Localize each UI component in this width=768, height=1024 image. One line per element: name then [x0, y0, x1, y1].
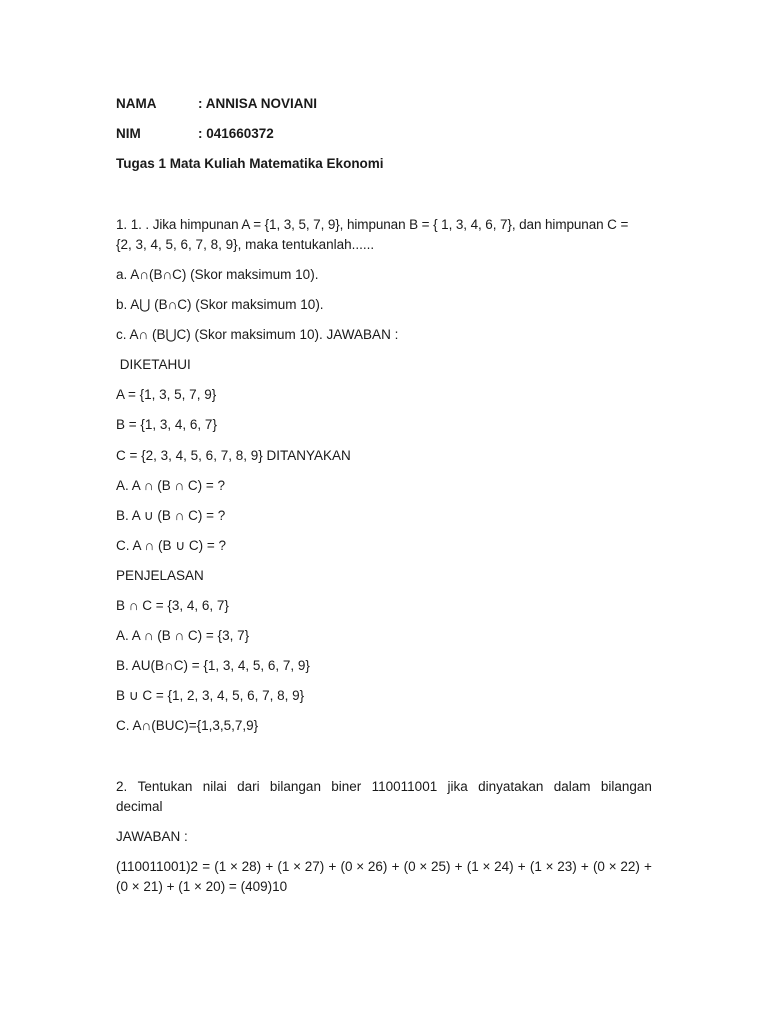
work-token: +	[517, 859, 526, 874]
q2-word: dalam	[553, 779, 591, 794]
q2-word: bilangan	[269, 779, 321, 794]
name-row	[116, 94, 652, 114]
q1-prompt-line1: 1. 1. . Jika himpunan A = {1, 3, 5, 7, 9}, himpunan B = { 1, 3, 4, 6, 7}, dan himpunan C =	[116, 217, 629, 232]
work-token: (1 × 28)	[214, 859, 262, 874]
work-token: (1 × 23)	[529, 859, 577, 874]
q2-word: 110011001	[371, 779, 438, 794]
q2-word: biner	[331, 779, 362, 794]
work-token: =	[202, 859, 211, 874]
nim-label: NIM	[116, 126, 141, 141]
q2-prompt-line1	[116, 777, 652, 797]
q2-word: dari	[237, 779, 260, 794]
answer-c: C. A∩(BUC)={1,3,5,7,9}	[116, 718, 259, 733]
q2-prompt-line2: decimal	[116, 799, 163, 814]
nim-row	[116, 124, 652, 144]
work-token: (0 × 25)	[403, 859, 451, 874]
q1-part-a: a. A∩(B∩C) (Skor maksimum 10).	[116, 267, 319, 282]
work-token: +	[644, 859, 652, 874]
answer-a: A. A ∩ (B ∩ C) = {3, 7}	[116, 628, 250, 643]
answer-b: B. AU(B∩C) = {1, 3, 4, 5, 6, 7, 9}	[116, 658, 310, 673]
work-token: (1 × 27)	[277, 859, 325, 874]
set-a: A = {1, 3, 5, 7, 9}	[116, 387, 217, 402]
ask-a: A. A ∩ (B ∩ C) = ?	[116, 478, 226, 493]
q2-jawaban: JAWABAN :	[116, 829, 188, 844]
ask-c: C. A ∩ (B ∪ C) = ?	[116, 538, 226, 553]
work-token: (110011001)2	[116, 859, 199, 874]
work-token: +	[328, 859, 337, 874]
nim-value: : 041660372	[198, 126, 274, 141]
work-token: +	[580, 859, 589, 874]
name-label: NAMA	[116, 96, 157, 111]
work-token: (1 × 24)	[466, 859, 514, 874]
work-token: +	[265, 859, 274, 874]
q2-work-line1	[116, 857, 652, 877]
ask-b: B. A ∪ (B ∩ C) = ?	[116, 508, 226, 523]
work-token: +	[454, 859, 463, 874]
work-token: (0 × 26)	[340, 859, 388, 874]
q1-part-b: b. A⋃ (B∩C) (Skor maksimum 10).	[116, 297, 324, 312]
q2-word: 2.	[116, 779, 128, 794]
name-value: : ANNISA NOVIANI	[198, 96, 318, 111]
q1-part-c: c. A∩ (B⋃C) (Skor maksimum 10). JAWABAN :	[116, 327, 399, 342]
q2-word: Tentukan	[137, 779, 193, 794]
q2-word: nilai	[202, 779, 227, 794]
set-b: B = {1, 3, 4, 6, 7}	[116, 417, 217, 432]
step-b-intersect-c: B ∩ C = {3, 4, 6, 7}	[116, 598, 229, 613]
q1-prompt-line2: {2, 3, 4, 5, 6, 7, 8, 9}, maka tentukanlah......	[116, 237, 375, 252]
penjelasan-heading: PENJELASAN	[116, 568, 204, 583]
set-c: C = {2, 3, 4, 5, 6, 7, 8, 9} DITANYAKAN	[116, 448, 351, 463]
work-token: +	[391, 859, 400, 874]
diketahui-heading: DIKETAHUI	[116, 357, 191, 372]
q2-word: jika	[447, 779, 468, 794]
step-b-union-c: B ∪ C = {1, 2, 3, 4, 5, 6, 7, 8, 9}	[116, 688, 305, 703]
q2-word: bilangan	[600, 779, 652, 794]
course-title: Tugas 1 Mata Kuliah Matematika Ekonomi	[116, 156, 384, 171]
work-token: (0 × 22)	[592, 859, 640, 874]
q2-work-line2: (0 × 21) + (1 × 20) = (409)10	[116, 879, 288, 894]
q2-word: dinyatakan	[478, 779, 544, 794]
